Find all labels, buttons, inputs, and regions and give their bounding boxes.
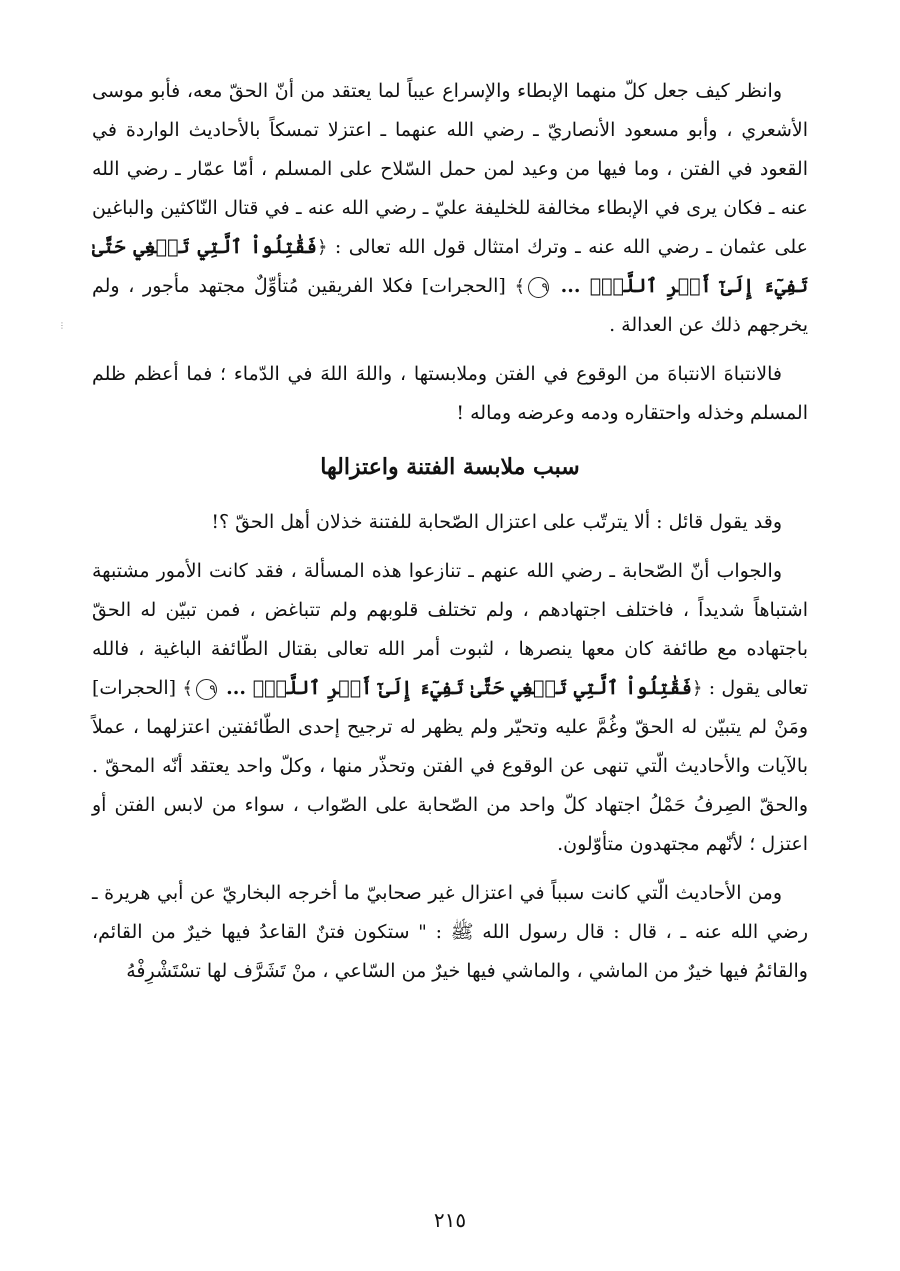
quran-bracket-close: ﴾ (514, 276, 526, 297)
paragraph-question (92, 503, 808, 542)
paragraph-warning-fitan (92, 355, 808, 433)
quran-bracket-open: ﴿ (691, 678, 703, 699)
paragraph-answer (92, 552, 808, 864)
page-body (92, 72, 808, 1001)
ayah-number-badge: ٩ (528, 277, 549, 298)
quran-bracket-open: ﴿ (316, 237, 328, 258)
paragraph-text: وقد يقول قائل : ألا يترتّب على اعتزال الصّحابة للفتنة خذلان أهل الحقّ ؟! (211, 511, 782, 533)
paragraph-text: [الحجرات] ومَنْ لم يتبيّن له الحقّ وغُمَّ عليه وتحيّر ولم يظهر له ترجيح إحدى الطّائفتين اعتزلهما ، عملاً بالآيات والأحاديث الّتي تنهى عن الوقوع في الفتن وتحذّر منها ، وكلّ واحد يعتقد أنّه المحقّ . والحقّ الصِرفُ حَمْلُ اجتهاد كلّ واحد من الصّحابة على الصّواب ، سواء من لابس الفتن أو اعتزل ؛ لأنّهم مجتهدون متأوّلون. (92, 677, 808, 855)
ayah-number-badge: ٩ (196, 679, 217, 700)
paragraph-text: [الحجرات] فكلا الفريقين مُتأوِّلٌ مجتهد مأجور ، ولم يخرجهم ذلك عن العدالة . (92, 275, 808, 336)
paragraph-text: وانظر كيف جعل كلّ منهما الإبطاء والإسراع عيباً لما يعتقد من أنّ الحقّ معه، فأبو موسى الأشعري ، وأبو مسعود الأنصاريّ ـ رضي الله عنهما ـ اعتزلا تمسكاً بالأحاديث الواردة في القعود في الفتن ، وما فيها من وعيد لمن حمل السّلاح على المسلم ، أمّا عمّار ـ رضي الله عنه ـ فكان يرى في الإبطاء مخالفة للخليفة عليّ ـ رضي الله عنه ـ في قتال النّاكثين والباغين على عثمان ـ رضي الله عنه ـ وترك امتثال قول الله تعالى : (92, 80, 808, 258)
margin-mark: ⋮ (58, 321, 66, 330)
quran-verse: فَقَٰتِلُواْ ٱلَّتِي تَبۡغِي حَتَّىٰ تَفِيٓءَ إِلَىٰٓ أَمۡرِ ٱللَّهِۚ ... (92, 236, 809, 297)
paragraph-text: والجواب أنّ الصّحابة ـ رضي الله عنهم ـ تنازعوا هذه المسألة ، فقد كانت الأمور مشتبهة اشتباهاً شديداً ، فاختلف اجتهادهم ، ولم تختلف قلوبهم ولم تتباغض ، فمن تبيّن له الحقّ باجتهاده مع طائفة كان معها ينصرها ، لثبوت أمر الله تعالى بقتال الطّائفة الباغية ، فالله تعالى يقول : (92, 560, 808, 699)
quran-bracket-close: ﴾ (182, 678, 193, 699)
page-number: ٢١٥ (433, 1208, 467, 1232)
quran-verse: فَقَٰتِلُواْ ٱلَّتِي تَبۡغِي حَتَّىٰ تَفِيٓءَ إِلَىٰٓ أَمۡرِ ٱللَّهِۚ ... (226, 677, 692, 699)
section-heading: سبب ملابسة الفتنة واعتزالها (320, 454, 580, 480)
paragraph-text: ومن الأحاديث الّتي كانت سبباً في اعتزال غير صحابيّ ما أخرجه البخاريّ عن أبي هريرة ـ رضي الله عنه ـ ، قال : قال رسول الله ﷺ : " ستكون فتنٌ القاعدُ فيها خيرٌ من القائم، والقائمُ فيها خيرٌ من الماشي ، والماشي فيها خيرٌ من السّاعي ، منْ تَشَرَّف لها تسْتَشْرِفْهُ (92, 882, 808, 982)
paragraph-text: فالانتباهَ الانتباهَ من الوقوع في الفتن وملابستها ، واللهَ اللهَ في الدّماء ؛ فما أعظم ظلم المسلم وخذله واحتقاره ودمه وعرضه وماله ! (92, 363, 808, 424)
paragraph-ammar-abu-musa (92, 72, 808, 345)
paragraph-hadith (92, 874, 808, 991)
